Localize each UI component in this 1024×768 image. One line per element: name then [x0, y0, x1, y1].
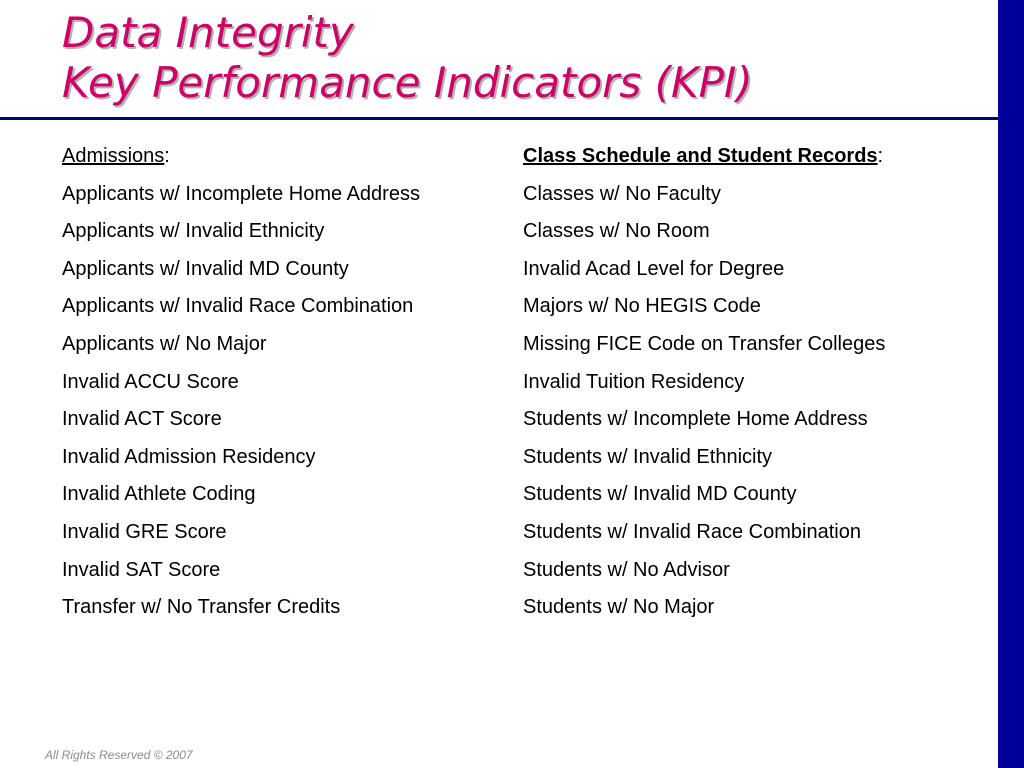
admissions-heading-colon: : [164, 145, 170, 167]
list-item: Invalid GRE Score [62, 520, 227, 543]
list-item: Applicants w/ No Major [62, 332, 267, 355]
class-schedule-heading-text: Class Schedule and Student Records [523, 145, 878, 167]
list-item: Invalid ACT Score [62, 408, 222, 431]
title-line-1: Data Integrity [62, 8, 354, 57]
list-item: Classes w/ No Faculty [523, 182, 721, 205]
title-line-2: Key Performance Indicators (KPI) [62, 58, 753, 107]
list-item: Invalid Tuition Residency [523, 370, 745, 393]
list-item: Students w/ Invalid MD County [523, 483, 797, 506]
list-item: Students w/ Invalid Race Combination [523, 520, 861, 543]
list-item: Transfer w/ No Transfer Credits [62, 596, 341, 619]
copyright-footer: All Rights Reserved © 2007 [45, 748, 193, 762]
list-item: Invalid Admission Residency [62, 445, 316, 468]
list-item: Students w/ Incomplete Home Address [523, 408, 868, 431]
class-schedule-list [523, 138, 993, 627]
list-item: Students w/ Invalid Ethnicity [523, 445, 773, 468]
list-item: Applicants w/ Invalid MD County [62, 257, 349, 280]
list-item: Majors w/ No HEGIS Code [523, 295, 761, 318]
list-item: Invalid Acad Level for Degree [523, 257, 785, 280]
list-item: Invalid SAT Score [62, 558, 221, 581]
admissions-heading [62, 138, 502, 176]
list-item: Applicants w/ Invalid Race Combination [62, 295, 414, 318]
list-item: Invalid ACCU Score [62, 370, 239, 393]
title-divider [0, 117, 998, 120]
right-accent-bar [998, 0, 1024, 768]
class-schedule-heading [523, 138, 993, 176]
list-item: Applicants w/ Invalid Ethnicity [62, 220, 325, 243]
list-item: Students w/ No Major [523, 596, 715, 619]
admissions-list [62, 138, 502, 627]
slide-title [62, 8, 753, 108]
list-item: Invalid Athlete Coding [62, 483, 256, 506]
admissions-heading-text: Admissions [62, 145, 165, 167]
list-item: Applicants w/ Incomplete Home Address [62, 182, 420, 205]
list-item: Classes w/ No Room [523, 220, 710, 243]
list-item: Missing FICE Code on Transfer Colleges [523, 332, 886, 355]
class-schedule-heading-colon: : [877, 145, 884, 167]
list-item: Students w/ No Advisor [523, 558, 730, 581]
